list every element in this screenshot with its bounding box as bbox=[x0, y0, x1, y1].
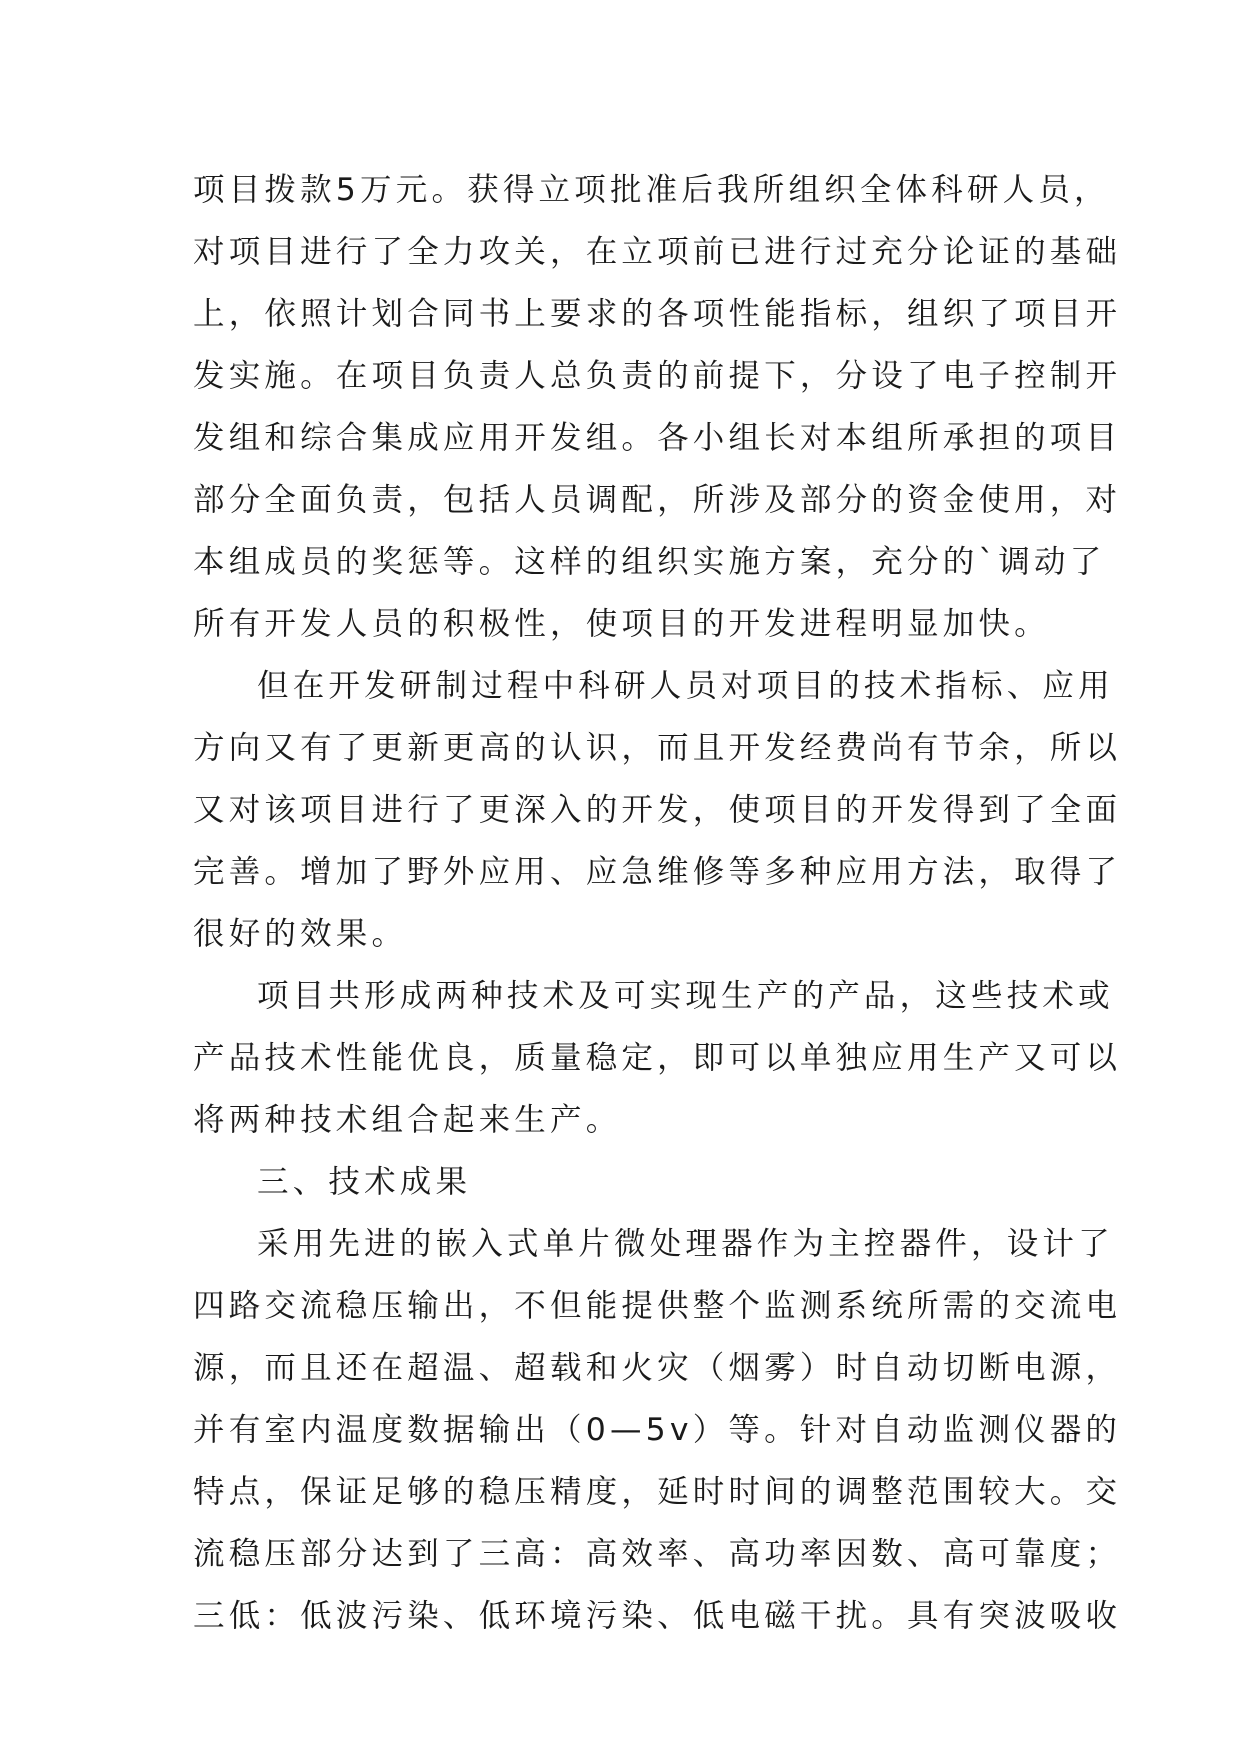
paragraph-start-line: 但在开发研制过程中科研人员对项目的技术指标、应用 bbox=[257, 668, 1114, 704]
text-line: 对项目进行了全力攻关，在立项前已进行过充分论证的基础 bbox=[193, 234, 1122, 270]
text-line: 特点，保证足够的稳压精度，延时时间的调整范围较大。交 bbox=[193, 1474, 1122, 1510]
section-heading: 三、技术成果 bbox=[257, 1164, 472, 1200]
text-line: 将两种技术组合起来生产。 bbox=[193, 1102, 622, 1138]
text-line: 发组和综合集成应用开发组。各小组长对本组所承担的项目 bbox=[193, 420, 1122, 456]
text-line: 四路交流稳压输出，不但能提供整个监测系统所需的交流电 bbox=[193, 1288, 1122, 1324]
text-line: 上，依照计划合同书上要求的各项性能指标，组织了项目开 bbox=[193, 296, 1122, 332]
text-line: 本组成员的奖惩等。这样的组织实施方案，充分的`调动了 bbox=[193, 544, 1106, 580]
text-line: 源，而且还在超温、超载和火灾（烟雾）时自动切断电源， bbox=[193, 1350, 1122, 1386]
text-line: 很好的效果。 bbox=[193, 916, 408, 952]
body-text bbox=[193, 159, 1122, 1647]
text-line: 三低：低波污染、低环境污染、低电磁干扰。具有突波吸收 bbox=[193, 1598, 1122, 1634]
paragraph-start-line: 项目共形成两种技术及可实现生产的产品，这些技术或 bbox=[257, 978, 1114, 1014]
text-line: 产品技术性能优良，质量稳定，即可以单独应用生产又可以 bbox=[193, 1040, 1122, 1076]
text-line: 方向又有了更新更高的认识，而且开发经费尚有节余，所以 bbox=[193, 730, 1122, 766]
text-line: 又对该项目进行了更深入的开发，使项目的开发得到了全面 bbox=[193, 792, 1122, 828]
text-line: 完善。增加了野外应用、应急维修等多种应用方法，取得了 bbox=[193, 854, 1122, 890]
text-line: 部分全面负责，包括人员调配，所涉及部分的资金使用，对 bbox=[193, 482, 1122, 518]
paragraph-start-line: 采用先进的嵌入式单片微处理器作为主控器件，设计了 bbox=[257, 1226, 1114, 1262]
text-line: 流稳压部分达到了三高：高效率、高功率因数、高可靠度； bbox=[193, 1536, 1122, 1572]
text-line: 所有开发人员的积极性，使项目的开发进程明显加快。 bbox=[193, 606, 1050, 642]
text-line: 并有室内温度数据输出（0—5v）等。针对自动监测仪器的 bbox=[193, 1412, 1122, 1448]
text-line: 发实施。在项目负责人总负责的前提下，分设了电子控制开 bbox=[193, 358, 1122, 394]
text-line: 项目拨款5万元。获得立项批准后我所组织全体科研人员， bbox=[193, 172, 1110, 208]
